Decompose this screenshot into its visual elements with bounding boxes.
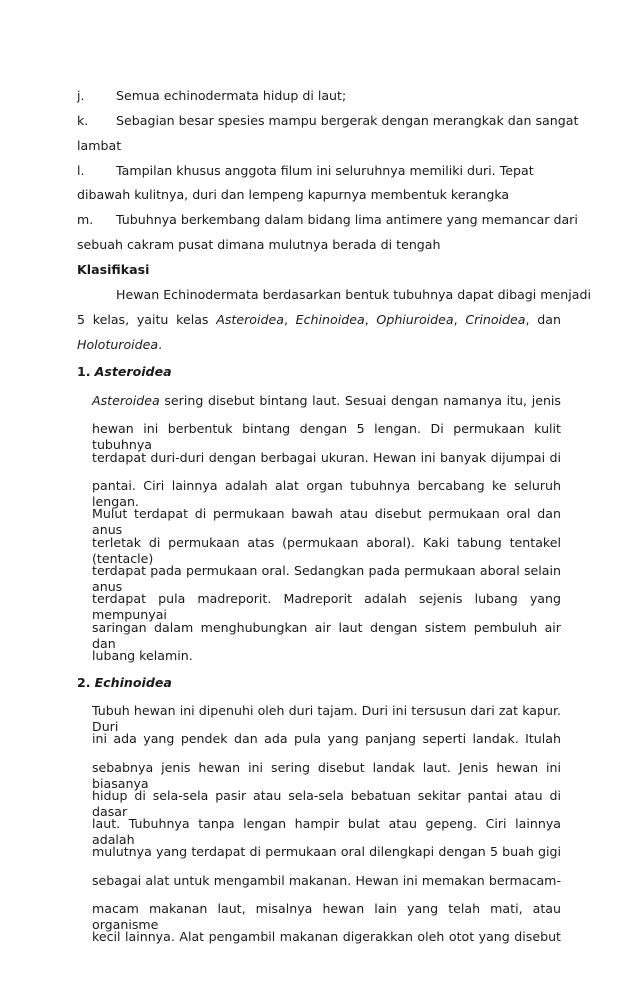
- class-name: Echinoidea,: [295, 312, 369, 327]
- section-number: 2.: [77, 675, 91, 690]
- asteroidea-line: terletak di permukaan atas (permukaan aboral). Kaki tabung tentakel (tentacle): [92, 535, 561, 566]
- echinoidea-line: macam makanan laut, misalnya hewan lain yang telah mati, atau organisme: [92, 901, 561, 932]
- echinoidea-line: mulutnya yang terdapat di permukaan oral dilengkapi dengan 5 buah gigi: [92, 844, 561, 859]
- asteroidea-line: terdapat pada permukaan oral. Sedangkan pada permukaan aboral selain anus: [92, 563, 561, 594]
- period: .: [158, 337, 163, 352]
- asteroidea-line-rest: sering disebut bintang laut. Sesuai dengan namanya itu, jenis: [164, 393, 561, 408]
- echinoidea-line: kecil lainnya. Alat pengambil makanan digerakkan oleh otot yang disebut: [92, 929, 561, 944]
- class-name: Crinoidea,: [465, 312, 530, 327]
- echinoidea-line: Tubuh hewan ini dipenuhi oleh duri tajam. Duri ini tersusun dari zat kapur. Duri: [92, 703, 561, 734]
- list-item-k: [77, 113, 579, 129]
- asteroidea-line: Mulut terdapat di permukaan bawah atau disebut permukaan oral dan anus: [92, 506, 561, 537]
- section-heading-asteroidea: [77, 364, 561, 380]
- klasifikasi-intro-line3: [77, 337, 561, 353]
- class-name: Ophiuroidea,: [376, 312, 458, 327]
- list-item-l: [77, 163, 561, 179]
- section-heading-echinoidea: [77, 675, 561, 691]
- list-item-k-continuation: lambat: [77, 138, 122, 153]
- echinoidea-line: sebagai alat untuk mengambil makanan. Hewan ini memakan bermacam-: [92, 873, 561, 888]
- echinoidea-line: laut. Tubuhnya tanpa lengan hampir bulat atau gepeng. Ciri lainnya adalah: [92, 816, 561, 847]
- class-name-last: Holoturoidea: [77, 337, 159, 352]
- echinoidea-line: ini ada yang pendek dan ada pula yang panjang seperti landak. Itulah: [92, 731, 561, 746]
- asteroidea-line: hewan ini berbentuk bintang dengan 5 lengan. Di permukaan kulit tubuhnya: [92, 421, 561, 452]
- list-marker: j.: [77, 88, 85, 103]
- asteroidea-line: [92, 393, 561, 409]
- list-text: Tubuhnya berkembang dalam bidang lima antimere yang memancar dari: [116, 212, 578, 227]
- asteroidea-line: saringan dalam menghubungkan air laut dengan sistem pembuluh air dan: [92, 620, 561, 651]
- asteroidea-line: terdapat duri-duri dengan berbagai ukuran. Hewan ini banyak dijumpai di: [92, 450, 561, 465]
- echinoidea-line: sebabnya jenis hewan ini sering disebut landak laut. Jenis hewan ini biasanya: [92, 760, 561, 791]
- heading-text: Klasifikasi: [77, 262, 150, 277]
- class-name: Asteroidea,: [216, 312, 288, 327]
- klasifikasi-intro-line1: [77, 287, 591, 303]
- list-marker: m.: [77, 212, 94, 227]
- intro-text: Hewan Echinodermata berdasarkan bentuk tubuhnya dapat dibagi menjadi: [116, 287, 591, 302]
- section-number: 1.: [77, 364, 91, 379]
- section-title: Asteroidea: [94, 364, 172, 379]
- list-text: Sebagian besar spesies mampu bergerak dengan merangkak dan sangat: [116, 113, 579, 128]
- list-text: Tampilan khusus anggota filum ini seluruhnya memiliki duri. Tepat: [116, 163, 534, 178]
- and-word: dan: [537, 312, 561, 327]
- list-text: Semua echinodermata hidup di laut;: [116, 88, 347, 103]
- asteroidea-line: terdapat pula madreporit. Madreporit adalah sejenis lubang yang mempunyai: [92, 591, 561, 622]
- list-item-m: [77, 212, 578, 228]
- list-item-l-continuation: dibawah kulitnya, duri dan lempeng kapurnya membentuk kerangka: [77, 187, 510, 202]
- asteroidea-line-last: lubang kelamin.: [92, 648, 193, 663]
- asteroidea-italic: Asteroidea: [92, 393, 160, 408]
- list-item-m-continuation: sebuah cakram pusat dimana mulutnya berada di tengah: [77, 237, 441, 252]
- list-marker: k.: [77, 113, 89, 128]
- section-heading-klasifikasi: [77, 262, 561, 278]
- list-item-j: [77, 88, 561, 104]
- list-marker: l.: [77, 163, 85, 178]
- asteroidea-line: pantai. Ciri lainnya adalah alat organ tubuhnya bercabang ke seluruh lengan.: [92, 478, 561, 509]
- section-title: Echinoidea: [94, 675, 172, 690]
- intro-pre: 5 kelas, yaitu kelas: [77, 312, 209, 327]
- klasifikasi-intro-line2: [77, 312, 561, 328]
- echinoidea-line: hidup di sela-sela pasir atau sela-sela bebatuan sekitar pantai atau di dasar: [92, 788, 561, 819]
